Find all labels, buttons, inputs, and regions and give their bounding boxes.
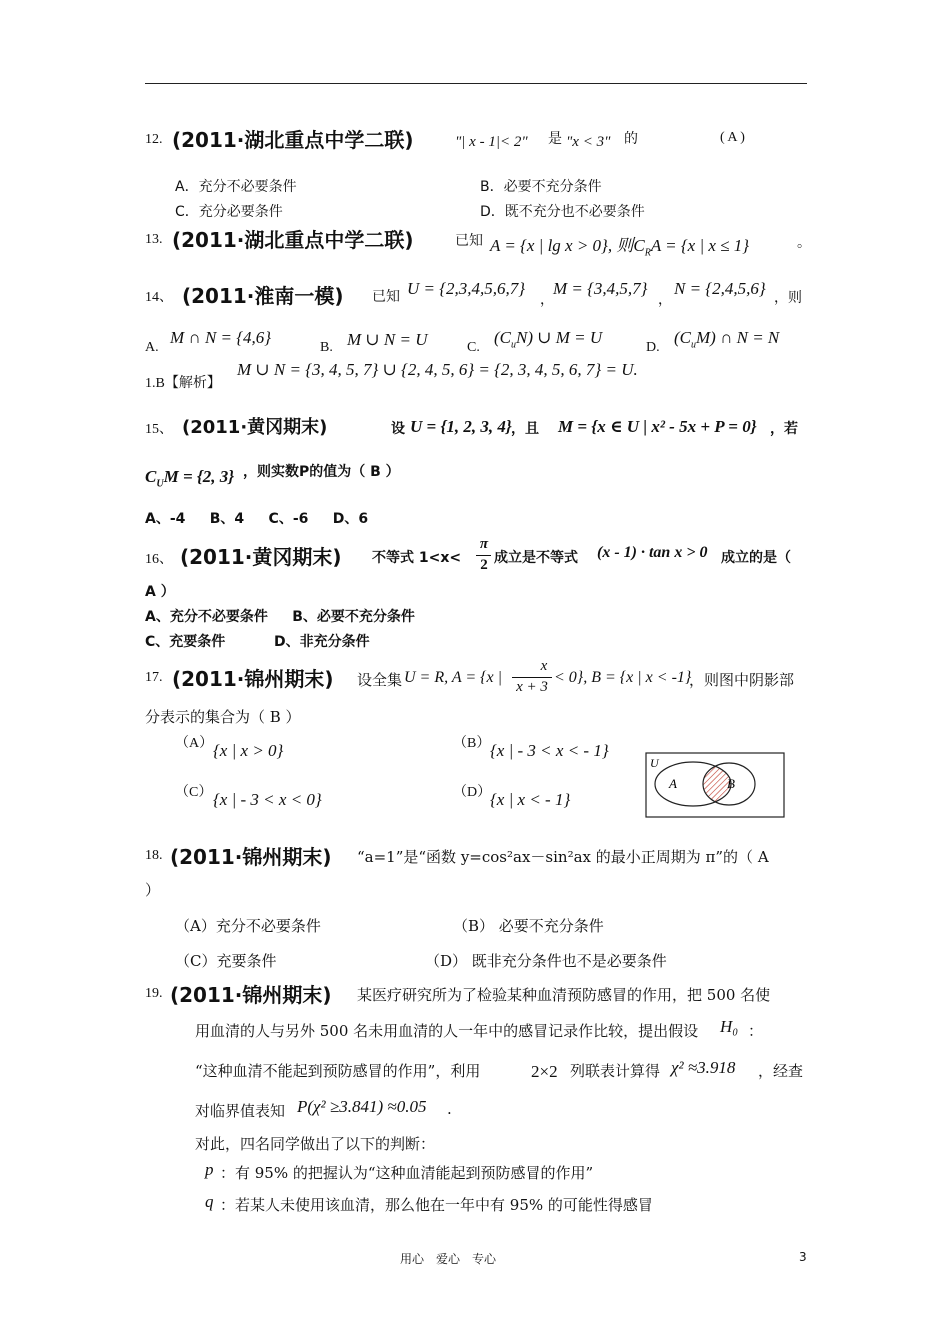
stem-text: 是: [548, 132, 562, 147]
stem-text: ）: [145, 881, 161, 899]
question-source: (2011·锦州期末): [170, 983, 332, 1007]
stem-text: 对临界值表知: [195, 1102, 286, 1120]
stem-text: 不等式 1<x<: [372, 550, 462, 566]
stem-text: 设: [391, 421, 405, 437]
option-d-label: （D）: [453, 785, 492, 800]
question-number: 14、: [145, 290, 173, 305]
question-number: 18.: [145, 848, 163, 863]
option-c-math: {x | - 3 < x < 0}: [213, 790, 322, 809]
question-source: (2011·锦州期末): [170, 845, 332, 869]
math-expression: (x - 1) · tan x > 0: [597, 544, 708, 561]
stem-text: 用血清的人与另外 500 名未用血清的人一年中的感冒记录作比较，提出假设: [195, 1022, 699, 1040]
math-expression: A = {x | lg x > 0}, 则$C_RA = \{x$ | x ≤ 1}: [490, 236, 750, 259]
stem-text: ，则: [774, 291, 802, 306]
question-source: (2011·淮南一模): [182, 284, 344, 308]
option-b-math: M ∪ N = U: [347, 330, 428, 349]
option-d-math: {x | x < - 1}: [490, 790, 571, 809]
math-expression: 2×2: [531, 1062, 558, 1081]
complement-math: $C_UM = \{2$, 3}: [145, 467, 235, 490]
comma: ，: [658, 293, 672, 308]
footer-motto: 用心 爱心 专心: [400, 1252, 497, 1266]
question-number: 16、: [145, 552, 173, 567]
question-number: 17.: [145, 670, 163, 685]
solution-label: 1.B【解析】: [145, 376, 221, 391]
options: A、-4 B、4 C、-6 D、6: [145, 511, 369, 527]
stem-text: 成立的是（: [721, 550, 791, 566]
option-b: B．必要不充分条件: [480, 179, 602, 195]
stem-text: 成立是不等式: [494, 550, 578, 566]
option-b-math: {x | - 3 < x < - 1}: [490, 741, 609, 760]
option-b: （B） 必要不充分条件: [453, 917, 604, 935]
stem-text: 设全集: [357, 671, 403, 689]
comma: ，: [540, 293, 554, 308]
stem-text: “a=1”是“函数 y=cos²ax－sin²ax 的最小正周期为 π”的（ A: [357, 848, 769, 866]
stem-text: 的: [624, 132, 638, 147]
solution-math: M ∪ N = {3, 4, 5, 7} ∪ {2, 4, 5, 6} = {2, 3, 4, 5, 6, 7} = U.: [237, 360, 638, 379]
frac-denominator: 2: [480, 557, 488, 573]
stem-text: 某医疗研究所为了检验某种血清预防感冒的作用，把 500 名使: [357, 986, 771, 1004]
option-a-math: {x | x > 0}: [213, 741, 284, 760]
statement-q-label: q: [205, 1192, 214, 1211]
header-rule: [145, 83, 807, 84]
question-number: 12.: [145, 132, 163, 147]
math-expression: P(χ² ≥3.841) ≈0.05: [297, 1097, 427, 1116]
stem-text: “这种血清不能起到预防感冒的作用”，利用: [195, 1062, 481, 1080]
stem-text: ，则实数P的值为（ B ）: [243, 464, 400, 480]
label-b: B: [727, 776, 735, 791]
math-expression: < 0}, B = {x | x < -1}: [554, 669, 692, 686]
question-number: 13.: [145, 232, 163, 247]
set-m: M = {x ∈ U | x² - 5x + P = 0}: [558, 417, 757, 436]
hypothesis-h0: H₀: [720, 1017, 739, 1036]
option-c: （C）充要条件: [175, 952, 277, 970]
answer-text: ( A ): [720, 130, 745, 145]
question-source: (2011·锦州期末): [172, 667, 334, 691]
option-a-label: A.: [145, 340, 159, 355]
stem-text: 对此，四名同学做出了以下的判断：: [195, 1135, 436, 1153]
stem-text: ，且: [511, 421, 539, 437]
stem-text: ，经查: [758, 1062, 804, 1080]
stem-text: ：: [748, 1022, 764, 1040]
answer-text: A ）: [145, 584, 175, 600]
option-b-label: B.: [320, 340, 333, 355]
option-a: A．充分不必要条件: [175, 179, 297, 195]
options-row-1: A、充分不必要条件 B、必要不充分条件: [145, 609, 415, 625]
frac-numerator: x: [540, 658, 548, 674]
statement-q: ：若某人未使用该血清，那么他在一年中有 95% 的可能性得感冒: [220, 1196, 653, 1214]
statement-p: ：有 95% 的把握认为“这种血清能起到预防感冒的作用”: [220, 1164, 594, 1182]
option-c-math: $(C_uN)$ ∪ M = U: [494, 328, 603, 351]
math-expression: "| x - 1|< 2": [455, 134, 528, 150]
question-source: (2011·湖北重点中学二联): [172, 128, 414, 152]
option-a-math: M ∩ N = {4,6}: [170, 328, 272, 347]
set-m: M = {3,4,5,7}: [553, 279, 648, 298]
stem-text: 列联表计算得: [570, 1062, 661, 1080]
fraction-bar: [476, 555, 491, 556]
stem-text: .: [447, 1100, 452, 1118]
stem-text: 已知: [372, 290, 400, 305]
option-d: （D） 既非充分条件也不是必要条件: [425, 952, 667, 970]
stem-text: 已知: [455, 234, 483, 249]
option-b-label: （B）: [453, 736, 491, 751]
set-u: U = {1, 2, 3, 4}: [410, 417, 512, 436]
stem-text: ，则图中阴影部: [689, 671, 795, 689]
question-source: (2011·湖北重点中学二联): [172, 228, 414, 252]
label-u: U: [650, 756, 659, 770]
option-c: C．充分必要条件: [175, 204, 283, 220]
set-n: N = {2,4,5,6}: [674, 279, 766, 298]
question-source: (2011·黄冈期末): [182, 417, 328, 438]
stem-text: ，若: [770, 421, 798, 437]
venn-diagram: [645, 752, 785, 818]
set-u: U = {2,3,4,5,6,7}: [407, 279, 526, 298]
option-d-math: $(C_uM)$ ∩ N = N: [674, 328, 780, 351]
chi-square-value: χ² ≈3.918: [671, 1058, 736, 1077]
math-expression: "x < 3": [566, 134, 611, 150]
page-number: 3: [799, 1250, 807, 1264]
stem-text: 。: [797, 236, 811, 251]
option-a: （A）充分不必要条件: [175, 917, 321, 935]
label-a: A: [669, 776, 677, 791]
statement-p-label: p: [205, 1160, 214, 1179]
option-d-label: D.: [646, 340, 660, 355]
frac-denominator: x + 3: [516, 679, 548, 695]
question-source: (2011·黄冈期末): [180, 545, 342, 569]
math-expression: U = R, A = {x |: [404, 669, 503, 686]
options-row-2: C、充要条件 D、非充分条件: [145, 634, 370, 650]
question-number: 19.: [145, 986, 163, 1001]
option-c-label: （C）: [175, 785, 213, 800]
option-c-label: C.: [467, 340, 480, 355]
option-d: D．既不充分也不必要条件: [480, 204, 645, 220]
stem-text: 分表示的集合为（ B ）: [145, 708, 301, 726]
fraction-bar: [512, 677, 552, 678]
option-a-label: （A）: [175, 736, 214, 751]
question-number: 15、: [145, 422, 173, 437]
frac-numerator: π: [479, 536, 489, 552]
